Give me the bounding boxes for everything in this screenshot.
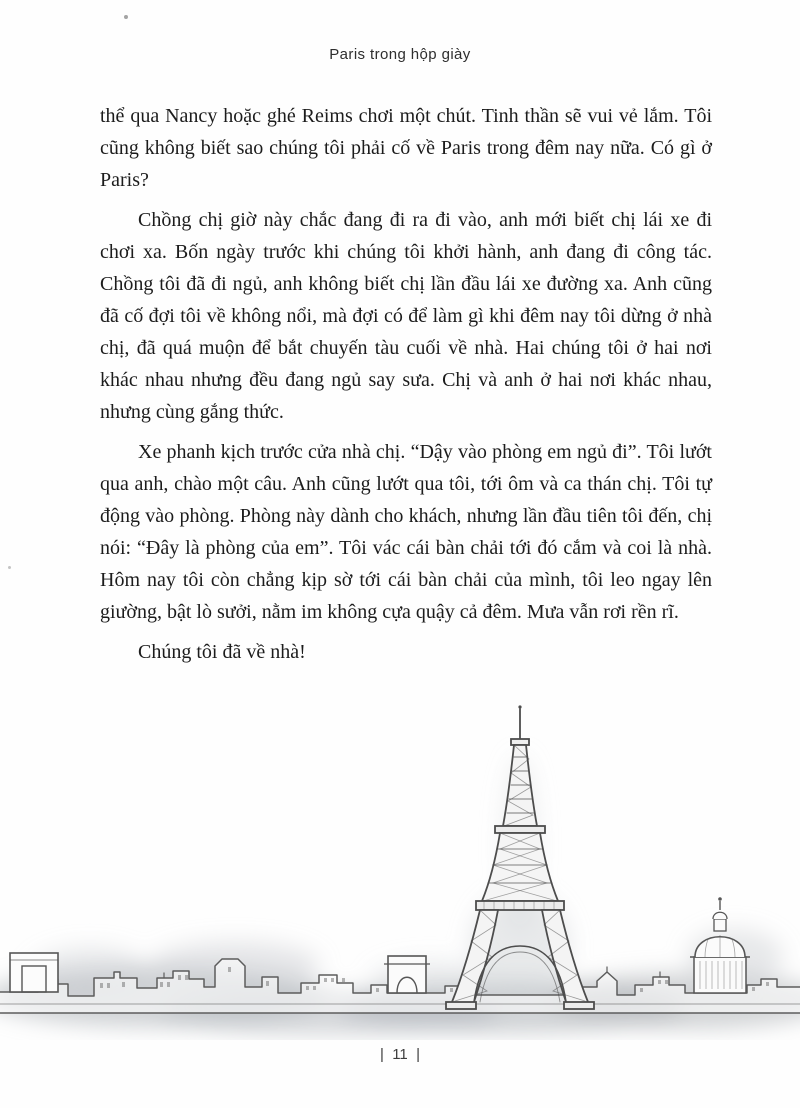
page-body-text — [100, 100, 712, 676]
running-header: Paris trong hộp giày — [329, 46, 471, 63]
paragraph: thể qua Nancy hoặc ghé Reims chơi một chút. Tinh thần sẽ vui vẻ lắm. Tôi cũng không biết sao chúng tôi phải cố về Paris trong đêm nay nữa. Có gì ở Paris? — [100, 105, 712, 191]
paris-skyline-eiffel-tower-illustration — [0, 695, 800, 1040]
paragraph: Chồng chị giờ này chắc đang đi ra đi vào, anh mới biết chị lái xe đi chơi xa. Bốn ngày trước khi chúng tôi khởi hành, anh đang đi công tác. Chồng tôi đã đi ngủ, anh không biết chị lần đầu lái xe đường xa. Anh cũng đã cố đợi tôi về không nổi, mà đợi có để làm gì khi đêm nay tôi dừng ở nhà chị, đã quá muộn để bắt chuyến tàu cuối về nhà. Hai chúng tôi ở hai nơi khác nhau nhưng đều đang ngủ say sưa. Chị và anh ở hai nơi khác nhau, nhưng cùng gắng thức. — [100, 209, 712, 423]
arc-monument — [384, 956, 430, 993]
page-number: | 11 | — [379, 1046, 421, 1063]
paragraph: Chúng tôi đã về nhà! — [138, 641, 306, 663]
dust-speck — [8, 566, 11, 569]
dome-building — [690, 897, 750, 993]
gate-building — [10, 953, 58, 992]
dust-speck — [124, 15, 128, 19]
paragraph: Xe phanh kịch trước cửa nhà chị. “Dậy vào phòng em ngủ đi”. Tôi lướt qua anh, chào một câu. Anh cũng lướt qua tôi, tới ôm và ca thán chị. Tôi tự động vào phòng. Phòng này dành cho khách, nhưng lần đầu tiên tôi đến, chị nói: “Đây là phòng của em”. Tôi vác cái bàn chải tới đó cắm và coi là nhà. Hôm nay tôi còn chẳng kịp sờ tới cái bàn chải của mình, tôi leo ngay lên giường, bật lò sưởi, nằm im không cựa quậy cả đêm. Mưa vẫn rơi rền rĩ. — [100, 441, 712, 623]
